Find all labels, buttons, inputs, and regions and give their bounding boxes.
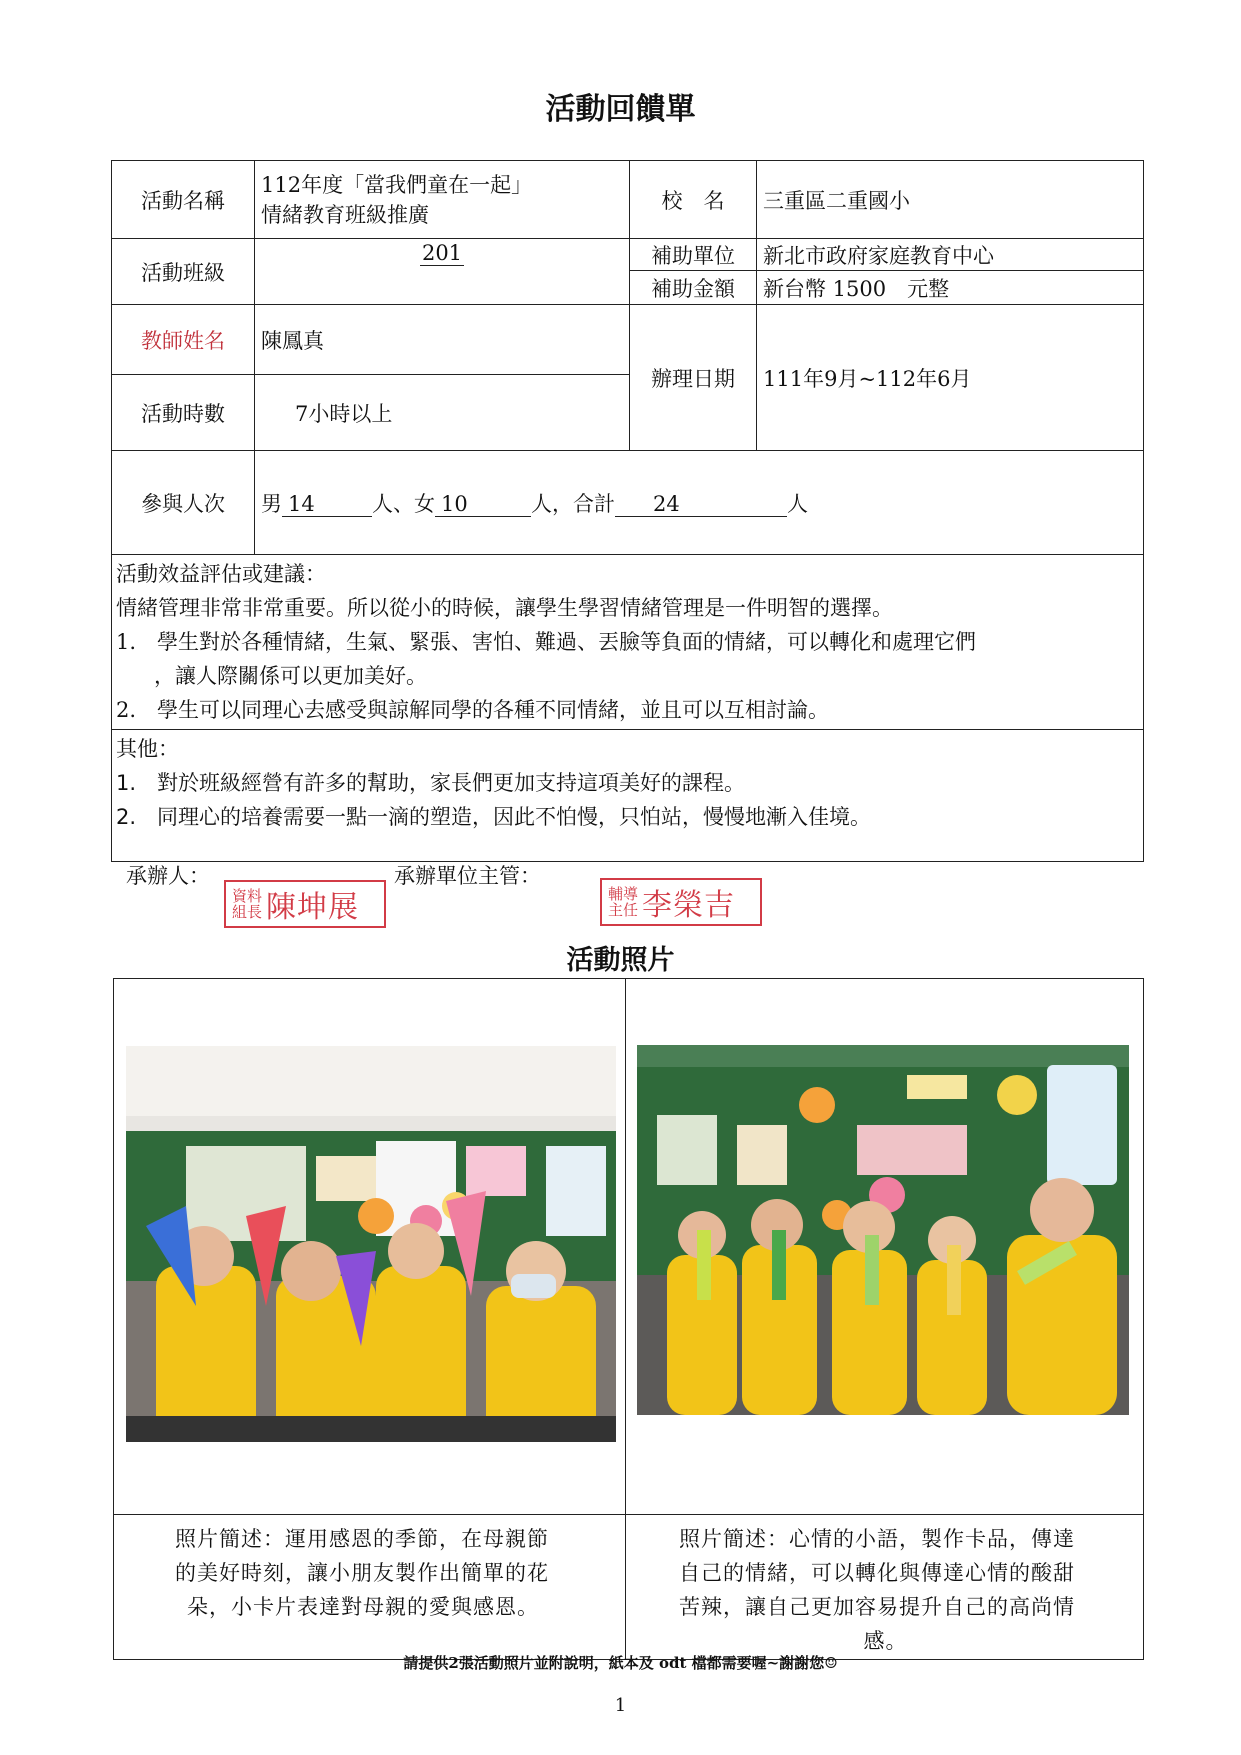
activity-photo-1 bbox=[126, 1046, 616, 1442]
caption-1-line3: 朵，小卡片表達對母親的愛與感恩。 bbox=[187, 1595, 539, 1619]
evaluation-intro: 情緒管理非常非常重要。所以從小的時候，讓學生學習情緒管理是一件明智的選擇。 bbox=[116, 596, 893, 620]
sponsor-value: 新北市政府家庭教育中心 bbox=[757, 239, 1144, 271]
male-prefix: 男 bbox=[261, 491, 282, 516]
evaluation-heading: 活動效益評估或建議： bbox=[116, 562, 326, 586]
amount-label: 補助金額 bbox=[630, 271, 757, 305]
activity-photo-2 bbox=[637, 1045, 1129, 1415]
activity-name-value bbox=[255, 161, 630, 239]
page-title: 活動回饋單 bbox=[545, 92, 696, 127]
male-count: 14 bbox=[282, 492, 372, 517]
handler-label: 承辦人： bbox=[126, 864, 210, 888]
other-heading: 其他： bbox=[116, 737, 179, 761]
class-label: 活動班級 bbox=[112, 239, 255, 305]
school-value: 三重區二重國小 bbox=[757, 161, 1144, 239]
hours-value: 7小時以上 bbox=[255, 375, 630, 451]
school-label: 校 名 bbox=[630, 161, 757, 239]
activity-name-line1: 112年度「當我們童在一起」 bbox=[261, 172, 533, 197]
caption-1-line2: 的美好時刻，讓小朋友製作出簡單的花 bbox=[175, 1561, 549, 1585]
teacher-label: 教師姓名 bbox=[112, 305, 255, 375]
caption-cell-1 bbox=[114, 1515, 626, 1660]
supervisor-stamp-title-line1: 輔導 bbox=[608, 885, 639, 903]
total-prefix: 人，合計 bbox=[531, 491, 615, 516]
page-number: 1 bbox=[614, 1695, 627, 1716]
other-item1: 1. 對於班級經營有許多的幫助，家長們更加支持這項美好的課程。 bbox=[116, 771, 746, 795]
activity-name-label: 活動名稱 bbox=[112, 161, 255, 239]
date-value: 111年9月~112年6月 bbox=[757, 305, 1144, 451]
photo-2-illustration bbox=[637, 1045, 1129, 1415]
class-value: 201 bbox=[421, 241, 463, 265]
handler-stamp bbox=[224, 880, 386, 928]
participants-label: 參與人次 bbox=[112, 451, 255, 555]
activity-form-table bbox=[111, 160, 1144, 862]
class-cell bbox=[255, 239, 630, 305]
photo-1-illustration bbox=[126, 1046, 616, 1442]
handler-stamp-title bbox=[232, 888, 262, 920]
female-prefix: 人、女 bbox=[372, 491, 435, 516]
teacher-value: 陳鳳真 bbox=[255, 305, 630, 375]
handler-stamp-title-line2: 組長 bbox=[232, 903, 263, 921]
evaluation-item1-line2: ，讓人際關係可以更加美好。 bbox=[154, 664, 427, 688]
supervisor-stamp-title bbox=[608, 886, 638, 918]
supervisor-label: 承辦單位主管： bbox=[394, 864, 541, 888]
other-section bbox=[112, 730, 1144, 862]
caption-1-line1: 照片簡述：運用感恩的季節，在母親節 bbox=[175, 1527, 549, 1551]
footer-note: 請提供2張活動照片並附說明，紙本及 odt 檔都需要喔~謝謝您☺ bbox=[403, 1654, 838, 1672]
activity-name-line2: 情緒教育班級推廣 bbox=[261, 202, 429, 227]
date-label: 辦理日期 bbox=[630, 305, 757, 451]
evaluation-item1-line1: 1. 學生對於各種情緒，生氣、緊張、害怕、難過、丟臉等負面的情緒，可以轉化和處理它們 bbox=[116, 630, 977, 654]
total-count: 24 bbox=[615, 492, 787, 517]
amount-value: 新台幣 1500 元整 bbox=[757, 271, 1144, 305]
supervisor-stamp bbox=[600, 878, 762, 926]
caption-2-line4: 感。 bbox=[863, 1629, 908, 1653]
evaluation-item2: 2. 學生可以同理心去感受與諒解同學的各種不同情緒，並且可以互相討論。 bbox=[116, 698, 830, 722]
caption-1 bbox=[115, 1516, 624, 1624]
supervisor-stamp-name: 李榮吉 bbox=[642, 888, 736, 923]
caption-cell-2 bbox=[626, 1515, 1144, 1660]
caption-2 bbox=[627, 1516, 1142, 1658]
evaluation-section bbox=[112, 555, 1144, 730]
participants-value bbox=[255, 451, 1144, 555]
handler-stamp-title-line1: 資料 bbox=[232, 887, 263, 905]
caption-2-line3: 苦辣，讓自己更加容易提升自己的高尚情 bbox=[679, 1595, 1075, 1619]
other-item2: 2. 同理心的培養需要一點一滴的塑造，因此不怕慢，只怕站，慢慢地漸入佳境。 bbox=[116, 805, 872, 829]
supervisor-stamp-title-line2: 主任 bbox=[608, 901, 639, 919]
caption-2-line2: 自己的情緒，可以轉化與傳達心情的酸甜 bbox=[679, 1561, 1075, 1585]
female-count: 10 bbox=[435, 492, 531, 517]
person-suffix: 人 bbox=[787, 491, 808, 516]
caption-2-line1: 照片簡述：心情的小語，製作卡品，傳達 bbox=[679, 1527, 1075, 1551]
hours-label: 活動時數 bbox=[112, 375, 255, 451]
sponsor-label: 補助單位 bbox=[630, 239, 757, 271]
handler-stamp-name: 陳坤展 bbox=[266, 890, 360, 925]
photos-title: 活動照片 bbox=[566, 945, 675, 976]
